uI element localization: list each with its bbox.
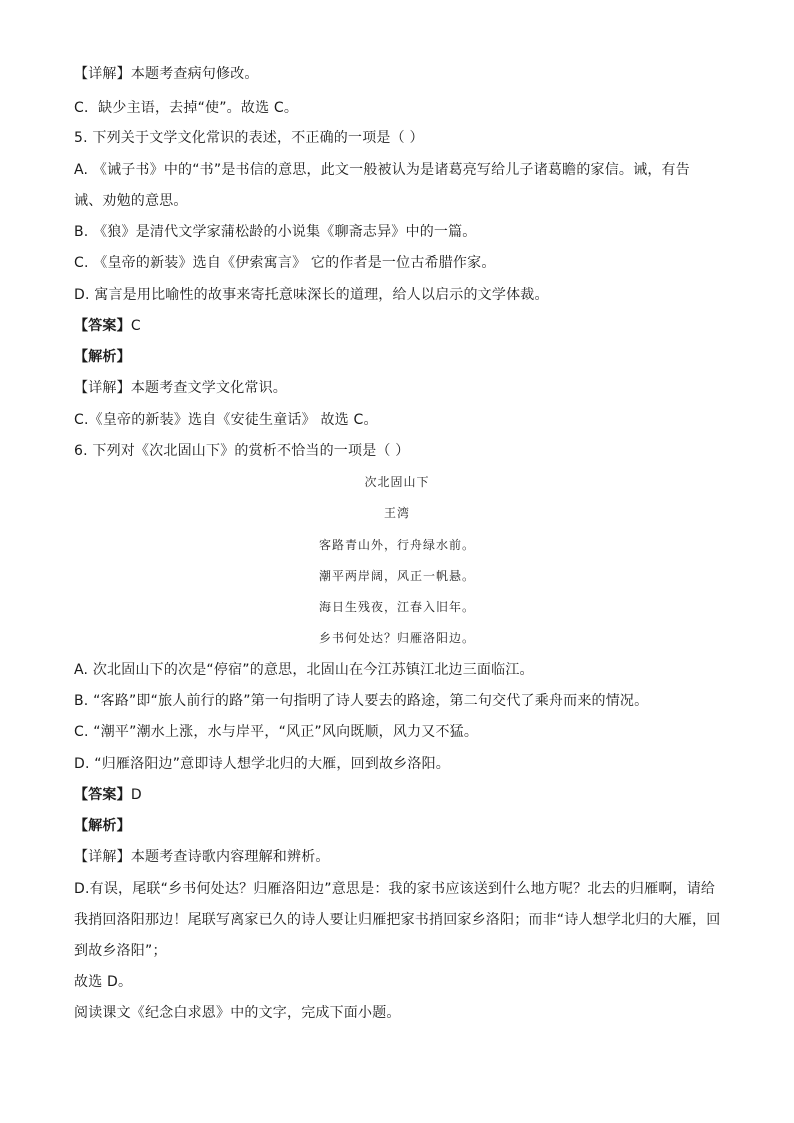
detail-tag: 【详解】 (74, 849, 131, 865)
question-5-analysis-tag (74, 347, 720, 367)
analysis-tag: 【解析】 (74, 818, 131, 834)
question-5-answer (74, 316, 720, 336)
reading-intro: 阅读课文《纪念白求恩》中的文字，完成下面小题。 (74, 1005, 401, 1021)
question-6-explanation-line-3: 到故乡洛阳”； (74, 943, 167, 959)
answer-value: C (130, 318, 141, 334)
answer-tag: 【答案】 (74, 318, 131, 334)
question-5-option-a: A. 《诫子书》中的“书”是书信的意思，此文一般被认为是诸葛亮写给儿子诸葛瞻的家信。诫，有告 (74, 162, 690, 178)
question-5-option-c: C. 《皇帝的新装》选自《伊索寓言》 它的作者是一位古希腊作家。 (74, 255, 496, 271)
question-6-option-d: D. “归雁洛阳边”意即诗人想学北归的大雁，回到故乡洛阳。 (74, 756, 450, 772)
question-6-option-a: A. 次北固山下的次是“停宿”的意思，北固山在今江苏镇江北边三面临江。 (74, 662, 534, 678)
analysis-tag: 【解析】 (74, 349, 131, 365)
question-5-stem: 5. 下列关于文学文化常识的表述，不正确的一项是（ ） (74, 130, 424, 146)
detail-text: 本题考查病句修改。 (130, 66, 259, 82)
answer-value: D (130, 787, 142, 803)
question-6-explanation-line-1: D.有误，尾联“乡书何处达？归雁洛阳边”意思是：我的家书应该送到什么地方呢？北去的归雁啊，请给 (74, 881, 716, 897)
detail-tag: 【详解】 (74, 380, 131, 396)
poem-line-4: 乡书何处达？归雁洛阳边。 (318, 631, 475, 645)
poem-line-1: 客路青山外，行舟绿水前。 (318, 538, 475, 552)
question-5-option-d: D. 寓言是用比喻性的故事来寄托意味深长的道理，给人以启示的文学体裁。 (74, 287, 549, 303)
poem-author: 王湾 (383, 506, 410, 520)
poem-line-2: 潮平两岸阔，风正一帆悬。 (318, 569, 475, 583)
detail-text: 本题考查文学文化常识。 (130, 380, 288, 396)
poem-title: 次北固山下 (364, 475, 430, 489)
question-6-stem: 6. 下列对《次北固山下》的赏析不恰当的一项是（ ） (74, 443, 410, 459)
answer-tag: 【答案】 (74, 787, 131, 803)
question-6-analysis-tag (74, 816, 720, 836)
question-6-explanation-line-2: 我捎回洛阳那边！尾联写离家已久的诗人要让归雁把家书捎回家乡洛阳；而非“诗人想学北归的大雁，回 (74, 912, 721, 928)
question-5-explanation: C.《皇帝的新装》选自《安徒生童话》 故选 C。 (74, 412, 378, 428)
detail-line (74, 64, 720, 84)
question-6-answer (74, 785, 720, 805)
question-6-conclusion: 故选 D。 (74, 974, 133, 990)
explanation-line: C．缺少主语，去掉“使”。故选 C。 (74, 100, 299, 116)
question-6-detail (74, 847, 720, 867)
question-6-option-c: C. “潮平”潮水上涨，水与岸平，“风正”风向既顺，风力又不猛。 (74, 724, 479, 740)
detail-tag: 【详解】 (74, 66, 131, 82)
question-6-option-b: B. “客路”即“旅人前行的路”第一句指明了诗人要去的路途，第二句交代了乘舟而来的情况。 (74, 693, 649, 709)
detail-text: 本题考查诗歌内容理解和辨析。 (130, 849, 330, 865)
question-5-detail (74, 378, 720, 398)
question-5-option-a-cont: 诫、劝勉的意思。 (74, 193, 188, 209)
question-5-option-b: B. 《狼》是清代文学家蒲松龄的小说集《聊斋志异》中的一篇。 (74, 224, 477, 240)
poem-line-3: 海日生残夜，江春入旧年。 (318, 600, 475, 614)
